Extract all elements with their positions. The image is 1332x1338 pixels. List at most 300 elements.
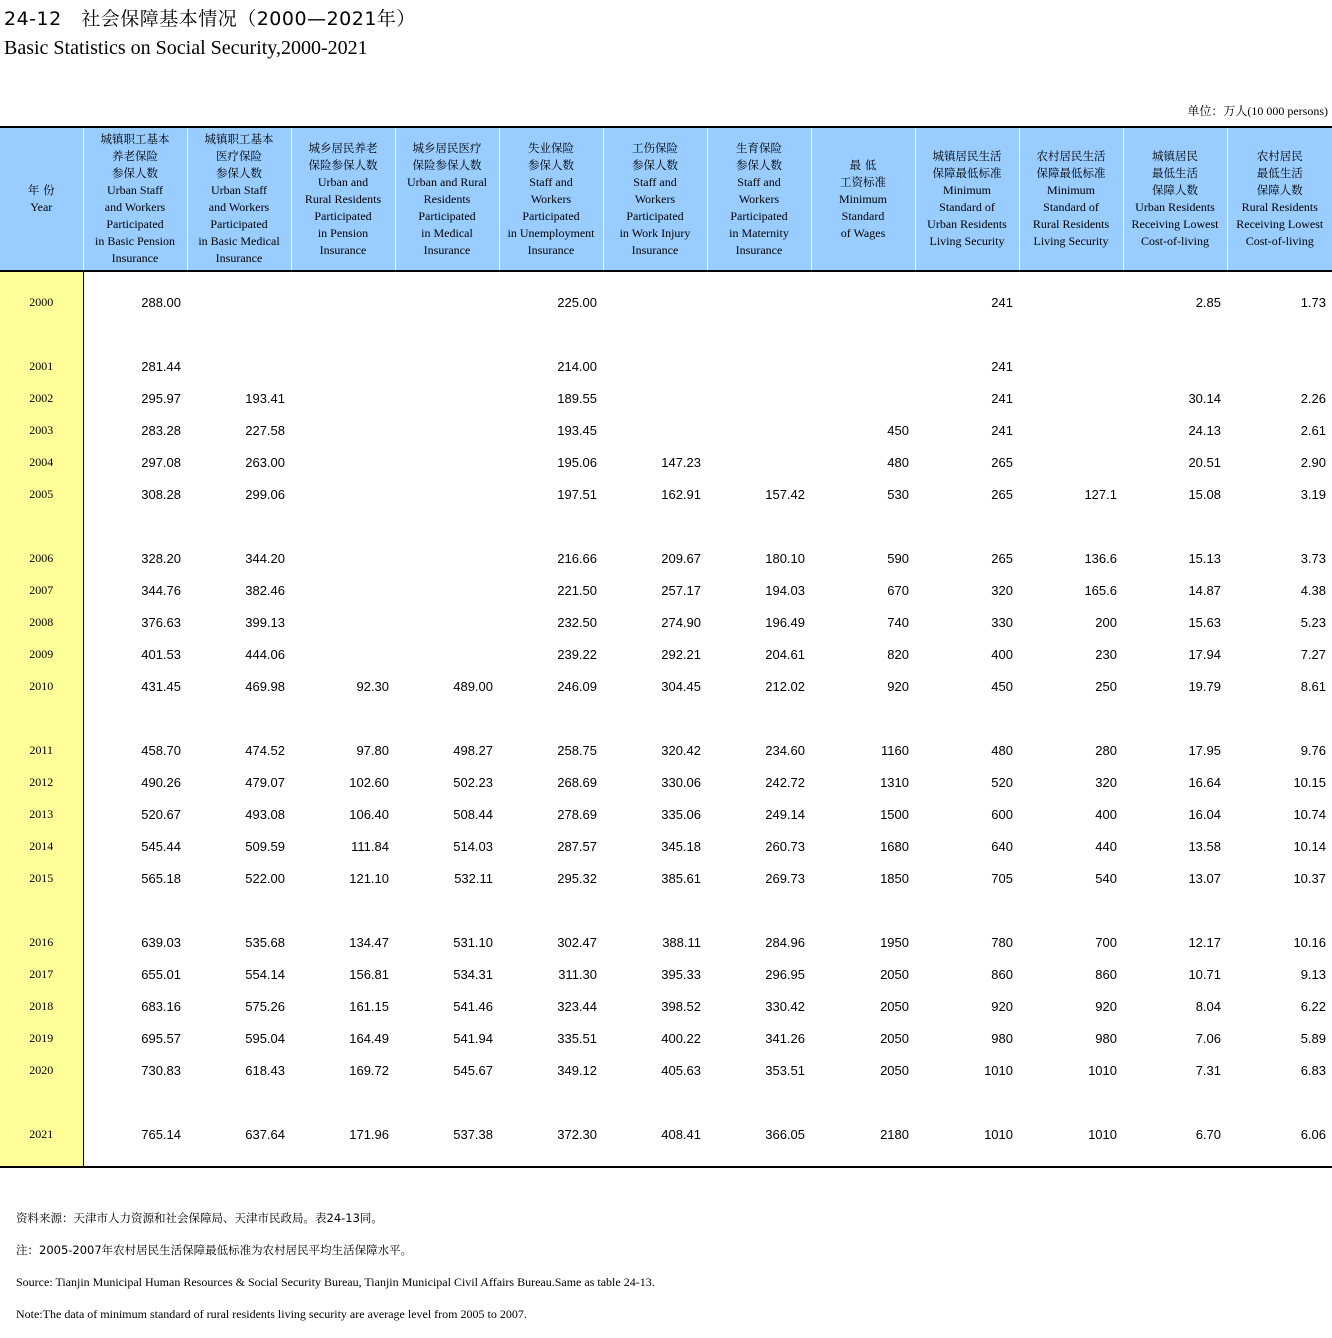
header-label-en: Cost-of-living (1124, 233, 1227, 250)
value-cell (395, 414, 499, 446)
header-label-en: Rural Residents (292, 191, 395, 208)
spacer-cell (1123, 318, 1227, 350)
spacer-cell (291, 510, 395, 542)
year-cell: 2004 (0, 446, 83, 478)
table-row (0, 414, 1332, 446)
spacer-cell (499, 894, 603, 926)
value-cell: 169.72 (291, 1054, 395, 1086)
value-cell: 292.21 (603, 638, 707, 670)
value-cell (291, 350, 395, 382)
value-cell: 1680 (811, 830, 915, 862)
value-cell: 165.6 (1019, 574, 1123, 606)
year-cell: 2003 (0, 414, 83, 446)
value-cell: 565.18 (83, 862, 187, 894)
header-label-zh: 最低生活 (1228, 165, 1332, 182)
value-cell: 330 (915, 606, 1019, 638)
value-cell: 10.14 (1227, 830, 1332, 862)
value-cell: 469.98 (187, 670, 291, 702)
header-label-en: in Unemployment (500, 225, 603, 242)
header-label-en: Insurance (708, 242, 811, 259)
value-cell: 209.67 (603, 542, 707, 574)
year-cell: 2008 (0, 606, 83, 638)
value-cell: 2.61 (1227, 414, 1332, 446)
header-label-en: Workers (708, 191, 811, 208)
value-cell: 695.57 (83, 1022, 187, 1054)
value-cell: 280 (1019, 734, 1123, 766)
value-cell: 284.96 (707, 926, 811, 958)
column-header-year (0, 127, 83, 271)
value-cell: 263.00 (187, 446, 291, 478)
value-cell (291, 286, 395, 318)
value-cell: 195.06 (499, 446, 603, 478)
value-cell: 522.00 (187, 862, 291, 894)
value-cell: 30.14 (1123, 382, 1227, 414)
value-cell: 161.15 (291, 990, 395, 1022)
header-label-en: Participated (708, 208, 811, 225)
value-cell: 320 (1019, 766, 1123, 798)
value-cell: 399.13 (187, 606, 291, 638)
header-label-en: Staff and (708, 174, 811, 191)
spacer-cell (187, 1150, 291, 1167)
value-cell: 257.17 (603, 574, 707, 606)
header-label-zh: 保障最低标准 (916, 165, 1019, 182)
column-header-12 (1227, 127, 1332, 271)
value-cell: 250 (1019, 670, 1123, 702)
value-cell: 241 (915, 286, 1019, 318)
column-header-5 (499, 127, 603, 271)
spacer-cell (1227, 894, 1332, 926)
year-cell: 2021 (0, 1118, 83, 1150)
header-label-en: Insurance (84, 250, 187, 267)
value-cell: 323.44 (499, 990, 603, 1022)
value-cell: 382.46 (187, 574, 291, 606)
spacer-cell (915, 1086, 1019, 1118)
value-cell (1019, 382, 1123, 414)
spacer-cell (811, 1150, 915, 1167)
value-cell: 17.95 (1123, 734, 1227, 766)
value-cell: 376.63 (83, 606, 187, 638)
header-label-zh: 参保人数 (84, 165, 187, 182)
column-header-10 (1019, 127, 1123, 271)
value-cell: 545.67 (395, 1054, 499, 1086)
value-cell: 405.63 (603, 1054, 707, 1086)
value-cell: 1850 (811, 862, 915, 894)
spacer-cell (0, 510, 83, 542)
table-row (0, 1022, 1332, 1054)
value-cell: 239.22 (499, 638, 603, 670)
value-cell: 458.70 (83, 734, 187, 766)
value-cell: 765.14 (83, 1118, 187, 1150)
header-label-en: in Medical (396, 225, 499, 242)
header-label-zh: 参保人数 (604, 157, 707, 174)
table-row (0, 286, 1332, 318)
value-cell: 17.94 (1123, 638, 1227, 670)
value-cell: 618.43 (187, 1054, 291, 1086)
value-cell: 194.03 (707, 574, 811, 606)
spacer-cell (499, 1086, 603, 1118)
value-cell: 274.90 (603, 606, 707, 638)
note-chinese: 注：2005-2007年农村居民生活保障最低标准为农村居民平均生活保障水平。 (16, 1242, 655, 1274)
header-label-en: Urban Staff (188, 182, 291, 199)
value-cell: 595.04 (187, 1022, 291, 1054)
value-cell: 288.00 (83, 286, 187, 318)
value-cell: 10.71 (1123, 958, 1227, 990)
value-cell: 450 (811, 414, 915, 446)
value-cell (291, 414, 395, 446)
year-cell: 2020 (0, 1054, 83, 1086)
column-header-7 (707, 127, 811, 271)
value-cell: 509.59 (187, 830, 291, 862)
value-cell: 249.14 (707, 798, 811, 830)
value-cell: 6.22 (1227, 990, 1332, 1022)
spacer-cell (603, 318, 707, 350)
column-header-6 (603, 127, 707, 271)
header-label-en: Insurance (188, 250, 291, 267)
year-cell: 2012 (0, 766, 83, 798)
table-title-english: Basic Statistics on Social Security,2000-2021 (4, 37, 368, 60)
spacer-cell (499, 702, 603, 734)
value-cell: 10.37 (1227, 862, 1332, 894)
value-cell: 508.44 (395, 798, 499, 830)
spacer-cell (395, 702, 499, 734)
spacer-cell (1123, 1150, 1227, 1167)
value-cell: 541.46 (395, 990, 499, 1022)
value-cell: 6.70 (1123, 1118, 1227, 1150)
value-cell: 3.73 (1227, 542, 1332, 574)
header-label-en: Cost-of-living (1228, 233, 1332, 250)
header-label-zh: 城乡居民医疗 (396, 140, 499, 157)
value-cell: 102.60 (291, 766, 395, 798)
value-cell: 320.42 (603, 734, 707, 766)
source-note-chinese: 资料来源：天津市人力资源和社会保障局、天津市民政局。表24-13同。 (16, 1210, 655, 1242)
value-cell (811, 286, 915, 318)
header-label-en: in Basic Pension (84, 233, 187, 250)
value-cell: 520.67 (83, 798, 187, 830)
header-label-en: Insurance (604, 242, 707, 259)
spacer-cell (1019, 1150, 1123, 1167)
spacer-cell (707, 271, 811, 286)
header-label-en: Participated (292, 208, 395, 225)
year-cell: 2016 (0, 926, 83, 958)
header-label-en: Standard of (916, 199, 1019, 216)
header-label-zh: 最 低 (812, 157, 915, 174)
header-label-zh: 参保人数 (500, 157, 603, 174)
spacer-cell (0, 702, 83, 734)
value-cell: 535.68 (187, 926, 291, 958)
header-label-en: Living Security (1020, 233, 1123, 250)
spacer-cell (395, 894, 499, 926)
value-cell: 388.11 (603, 926, 707, 958)
header-label-en: Rural Residents (1020, 216, 1123, 233)
value-cell: 920 (811, 670, 915, 702)
header-label-en: Minimum (812, 191, 915, 208)
value-cell (811, 350, 915, 382)
value-cell: 260.73 (707, 830, 811, 862)
header-label-zh: 城镇居民 (1124, 148, 1227, 165)
spacer-cell (603, 894, 707, 926)
value-cell: 6.83 (1227, 1054, 1332, 1086)
year-cell: 2019 (0, 1022, 83, 1054)
table-row (0, 1118, 1332, 1150)
value-cell: 10.16 (1227, 926, 1332, 958)
value-cell: 24.13 (1123, 414, 1227, 446)
value-cell: 15.08 (1123, 478, 1227, 510)
value-cell (291, 446, 395, 478)
header-label-en: in Work Injury (604, 225, 707, 242)
spacer-cell (291, 702, 395, 734)
spacer-cell (187, 510, 291, 542)
value-cell: 320 (915, 574, 1019, 606)
header-label-zh: 保障人数 (1124, 182, 1227, 199)
table-row (0, 382, 1332, 414)
value-cell: 193.45 (499, 414, 603, 446)
year-cell: 2002 (0, 382, 83, 414)
spacer-cell (1019, 702, 1123, 734)
value-cell (1123, 350, 1227, 382)
value-cell: 705 (915, 862, 1019, 894)
header-label-zh: 城镇居民生活 (916, 148, 1019, 165)
value-cell: 498.27 (395, 734, 499, 766)
header-label-zh: 城镇职工基本 (188, 131, 291, 148)
spacer-cell (915, 271, 1019, 286)
value-cell: 7.27 (1227, 638, 1332, 670)
spacer-cell (291, 894, 395, 926)
header-label-en: Urban Residents (1124, 199, 1227, 216)
value-cell: 541.94 (395, 1022, 499, 1054)
value-cell: 502.23 (395, 766, 499, 798)
value-cell: 395.33 (603, 958, 707, 990)
value-cell: 344.20 (187, 542, 291, 574)
header-label-en: Living Security (916, 233, 1019, 250)
spacer-cell (1227, 1150, 1332, 1167)
header-label-en: Urban and Rural (396, 174, 499, 191)
header-label-zh: 医疗保险 (188, 148, 291, 165)
value-cell: 6.06 (1227, 1118, 1332, 1150)
value-cell: 204.61 (707, 638, 811, 670)
value-cell: 537.38 (395, 1118, 499, 1150)
spacer-cell (811, 318, 915, 350)
value-cell (395, 382, 499, 414)
value-cell (395, 542, 499, 574)
spacer-row (0, 318, 1332, 350)
value-cell: 590 (811, 542, 915, 574)
value-cell: 299.06 (187, 478, 291, 510)
footnotes (16, 1210, 655, 1338)
table-row (0, 446, 1332, 478)
value-cell: 1010 (1019, 1054, 1123, 1086)
value-cell: 230 (1019, 638, 1123, 670)
table-row (0, 542, 1332, 574)
header-label-en: Urban and (292, 174, 395, 191)
spacer-cell (603, 1150, 707, 1167)
header-label-en: Urban Residents (916, 216, 1019, 233)
value-cell: 295.97 (83, 382, 187, 414)
spacer-cell (603, 1086, 707, 1118)
value-cell: 2180 (811, 1118, 915, 1150)
spacer-cell (0, 1150, 83, 1167)
header-label-en: and Workers (84, 199, 187, 216)
value-cell: 287.57 (499, 830, 603, 862)
spacer-cell (1123, 702, 1227, 734)
value-cell: 372.30 (499, 1118, 603, 1150)
spacer-cell (499, 318, 603, 350)
value-cell: 2.90 (1227, 446, 1332, 478)
value-cell: 600 (915, 798, 1019, 830)
header-label-zh: 工伤保险 (604, 140, 707, 157)
spacer-cell (811, 510, 915, 542)
spacer-cell (1123, 1086, 1227, 1118)
value-cell: 345.18 (603, 830, 707, 862)
social-security-table (0, 126, 1332, 1168)
value-cell (707, 414, 811, 446)
value-cell: 241 (915, 414, 1019, 446)
year-cell: 2017 (0, 958, 83, 990)
value-cell: 740 (811, 606, 915, 638)
value-cell: 241 (915, 350, 1019, 382)
value-cell: 920 (915, 990, 1019, 1022)
value-cell: 232.50 (499, 606, 603, 638)
value-cell: 19.79 (1123, 670, 1227, 702)
value-cell: 540 (1019, 862, 1123, 894)
value-cell: 431.45 (83, 670, 187, 702)
spacer-cell (915, 702, 1019, 734)
note-english: Note:The data of minimum standard of rural residents living security are average level from 2005 to 2007. (16, 1306, 655, 1338)
value-cell: 97.80 (291, 734, 395, 766)
header-label-en: Insurance (292, 242, 395, 259)
value-cell: 121.10 (291, 862, 395, 894)
spacer-cell (1123, 510, 1227, 542)
value-cell: 156.81 (291, 958, 395, 990)
table-row (0, 798, 1332, 830)
value-cell: 444.06 (187, 638, 291, 670)
value-cell: 980 (1019, 1022, 1123, 1054)
spacer-cell (395, 318, 499, 350)
year-cell: 2007 (0, 574, 83, 606)
header-row (0, 127, 1332, 271)
value-cell (1019, 350, 1123, 382)
header-label-en: in Pension (292, 225, 395, 242)
spacer-cell (1019, 894, 1123, 926)
value-cell: 214.00 (499, 350, 603, 382)
spacer-cell (0, 894, 83, 926)
value-cell: 366.05 (707, 1118, 811, 1150)
spacer-cell (291, 1150, 395, 1167)
spacer-cell (811, 894, 915, 926)
value-cell (395, 606, 499, 638)
value-cell: 639.03 (83, 926, 187, 958)
header-label-en: Minimum (916, 182, 1019, 199)
value-cell: 2050 (811, 1022, 915, 1054)
value-cell: 479.07 (187, 766, 291, 798)
spacer-cell (915, 510, 1019, 542)
value-cell: 1010 (1019, 1118, 1123, 1150)
value-cell: 3.19 (1227, 478, 1332, 510)
value-cell: 7.06 (1123, 1022, 1227, 1054)
value-cell: 700 (1019, 926, 1123, 958)
value-cell (395, 350, 499, 382)
value-cell (707, 286, 811, 318)
value-cell: 162.91 (603, 478, 707, 510)
spacer-cell (603, 271, 707, 286)
table-row (0, 990, 1332, 1022)
value-cell: 920 (1019, 990, 1123, 1022)
table-row (0, 1054, 1332, 1086)
spacer-cell (0, 318, 83, 350)
spacer-cell (395, 271, 499, 286)
header-label-zh: 保险参保人数 (292, 157, 395, 174)
value-cell (291, 542, 395, 574)
value-cell: 216.66 (499, 542, 603, 574)
spacer-row (0, 702, 1332, 734)
value-cell: 1310 (811, 766, 915, 798)
spacer-cell (707, 1086, 811, 1118)
header-label-en: Participated (396, 208, 499, 225)
value-cell (603, 414, 707, 446)
value-cell: 136.6 (1019, 542, 1123, 574)
value-cell: 212.02 (707, 670, 811, 702)
year-cell: 2001 (0, 350, 83, 382)
spacer-cell (915, 894, 1019, 926)
header-label-en: Workers (604, 191, 707, 208)
year-cell: 2009 (0, 638, 83, 670)
value-cell: 532.11 (395, 862, 499, 894)
header-label-en: Minimum (1020, 182, 1123, 199)
value-cell: 193.41 (187, 382, 291, 414)
table-row (0, 574, 1332, 606)
spacer-cell (1019, 1086, 1123, 1118)
value-cell: 328.20 (83, 542, 187, 574)
column-header-1 (83, 127, 187, 271)
value-cell: 227.58 (187, 414, 291, 446)
spacer-cell (0, 271, 83, 286)
value-cell: 15.13 (1123, 542, 1227, 574)
spacer-cell (1019, 318, 1123, 350)
value-cell: 234.60 (707, 734, 811, 766)
value-cell: 480 (915, 734, 1019, 766)
header-label-zh: 生育保险 (708, 140, 811, 157)
value-cell: 980 (915, 1022, 1019, 1054)
value-cell: 330.42 (707, 990, 811, 1022)
value-cell: 92.30 (291, 670, 395, 702)
value-cell: 7.31 (1123, 1054, 1227, 1086)
value-cell (395, 286, 499, 318)
value-cell: 860 (915, 958, 1019, 990)
value-cell: 15.63 (1123, 606, 1227, 638)
year-cell: 2011 (0, 734, 83, 766)
column-header-4 (395, 127, 499, 271)
value-cell: 302.47 (499, 926, 603, 958)
header-label-en: Standard of (1020, 199, 1123, 216)
spacer-cell (811, 702, 915, 734)
value-cell: 400 (1019, 798, 1123, 830)
value-cell: 242.72 (707, 766, 811, 798)
value-cell: 5.89 (1227, 1022, 1332, 1054)
value-cell: 335.51 (499, 1022, 603, 1054)
spacer-cell (291, 271, 395, 286)
spacer-row (0, 1150, 1332, 1167)
header-label-en: Staff and (500, 174, 603, 191)
column-header-11 (1123, 127, 1227, 271)
value-cell: 197.51 (499, 478, 603, 510)
value-cell: 474.52 (187, 734, 291, 766)
spacer-cell (1123, 894, 1227, 926)
value-cell (1019, 286, 1123, 318)
column-header-3 (291, 127, 395, 271)
value-cell: 295.32 (499, 862, 603, 894)
value-cell: 353.51 (707, 1054, 811, 1086)
header-label-zh: 城镇职工基本 (84, 131, 187, 148)
value-cell: 12.17 (1123, 926, 1227, 958)
